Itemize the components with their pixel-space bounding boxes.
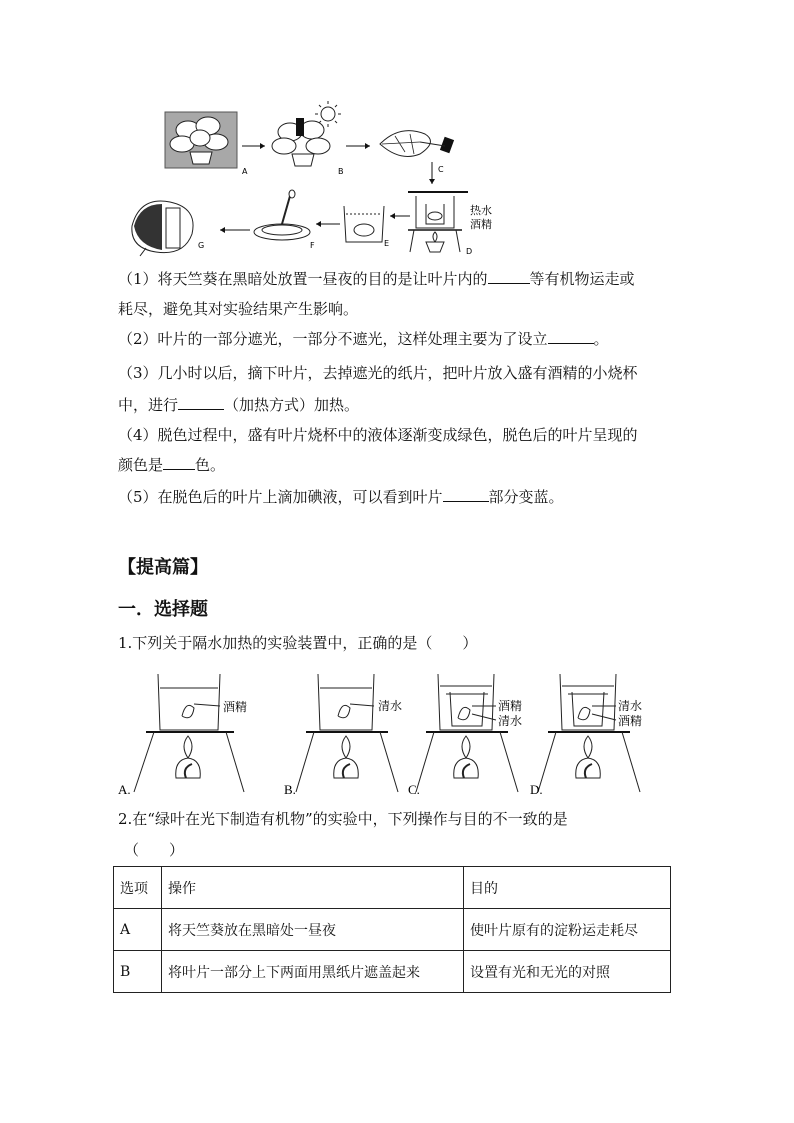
q1-text-before: （1）将天竺葵在黑暗处放置一昼夜的目的是让叶片内的	[118, 270, 488, 288]
q4-line1: （4）脱色过程中，盛有叶片烧杯中的液体逐渐变成绿色，脱色后的叶片呈现的	[118, 426, 638, 444]
table-cell-operation: 将叶片一部分上下两面用黑纸片遮盖起来	[162, 951, 464, 993]
step-c-picked-leaf	[380, 131, 454, 157]
step-a-plant-in-dark	[165, 112, 237, 168]
step-b-plant-under-sun	[272, 101, 341, 166]
q4-answer-blank[interactable]	[163, 455, 195, 470]
apparatus-b-label: 清水	[378, 699, 403, 713]
table-header-row	[114, 867, 671, 909]
apparatus-b	[296, 674, 398, 792]
apparatus-c-label-1: 酒精	[498, 699, 523, 713]
q3-text-before: 中，进行	[118, 396, 179, 414]
option-b-letter: B.	[284, 782, 296, 797]
step-a-label: A	[242, 167, 248, 176]
option-c-letter: C.	[408, 782, 420, 797]
step-e-label: E	[384, 239, 390, 248]
table-header-option: 选项	[114, 867, 162, 909]
q5-text-before: （5）在脱色后的叶片上滴加碘液，可以看到叶片	[118, 488, 443, 506]
table-row	[114, 951, 671, 993]
table-row	[114, 909, 671, 951]
q2-answer-blank[interactable]	[548, 329, 594, 344]
experiment-process-figure	[120, 96, 500, 266]
table-cell-option: B	[114, 951, 162, 993]
step-d-label: D	[466, 247, 473, 256]
advanced-q2-stem: 2.在“绿叶在光下制造有机物”的实验中，下列操作与目的不一致的是	[118, 810, 568, 828]
q3-line2	[118, 395, 359, 415]
table-cell-purpose: 设置有光和无光的对照	[464, 951, 671, 993]
q5-line	[118, 487, 564, 507]
q1-answer-blank[interactable]	[488, 269, 530, 284]
q5-text-after: 部分变蓝。	[488, 488, 564, 506]
q3-answer-blank[interactable]	[178, 395, 224, 410]
q2-text-before: （2）叶片的一部分遮光，一部分不遮光，这样处理主要为了设立	[118, 330, 548, 348]
advanced-q1-stem: 1.下列关于隔水加热的实验装置中，正确的是（ ）	[118, 634, 478, 652]
q5-answer-blank[interactable]	[443, 487, 489, 502]
q3-text-after: （加热方式）加热。	[224, 396, 360, 414]
apparatus-options-figure	[116, 666, 676, 800]
step-g-stained-leaf	[132, 201, 193, 256]
q4-text-before: 颜色是	[118, 456, 164, 474]
option-d-letter: D.	[530, 782, 543, 797]
step-f-iodine-drop	[254, 190, 310, 240]
apparatus-a-label: 酒精	[223, 700, 248, 714]
apparatus-d-label-1: 清水	[618, 699, 643, 713]
step-g-label: G	[198, 241, 205, 250]
step-f-label: F	[310, 241, 315, 250]
q4-line2	[118, 455, 225, 475]
apparatus-d	[538, 674, 643, 792]
q2-text-after: 。	[593, 330, 609, 348]
table-header-operation: 操作	[162, 867, 464, 909]
subsection-title-choice: 一．选择题	[118, 599, 208, 620]
apparatus-d-label-2: 酒精	[618, 714, 643, 728]
option-a-letter: A.	[118, 782, 131, 797]
apparatus-c-label-2: 清水	[498, 714, 523, 728]
operation-purpose-table	[113, 866, 671, 993]
q1-line1	[118, 269, 635, 289]
step-c-label: C	[438, 165, 444, 174]
q4-text-after: 色。	[195, 456, 226, 474]
table-cell-option: A	[114, 909, 162, 951]
alcohol-label: 酒精	[470, 218, 492, 231]
table-cell-purpose: 使叶片原有的淀粉运走耗尽	[464, 909, 671, 951]
step-d-water-bath-heating	[408, 192, 468, 252]
step-b-label: B	[338, 167, 344, 176]
section-title-advanced: 【提高篇】	[118, 557, 208, 578]
q1-text-after: 等有机物运走或	[529, 270, 635, 288]
table-cell-operation: 将天竺葵放在黑暗处一昼夜	[162, 909, 464, 951]
q3-line1: （3）几小时以后，摘下叶片，去掉遮光的纸片，把叶片放入盛有酒精的小烧杯	[118, 364, 638, 382]
q1-line2: 耗尽，避免其对实验结果产生影响。	[118, 300, 359, 318]
hot-water-label: 热水	[470, 204, 492, 217]
apparatus-a	[134, 674, 244, 792]
table-header-purpose: 目的	[464, 867, 671, 909]
advanced-q2-paren: （ ）	[124, 841, 185, 859]
step-e-beaker-rinse	[344, 206, 384, 242]
apparatus-c	[416, 674, 518, 792]
q2-line	[118, 329, 609, 349]
